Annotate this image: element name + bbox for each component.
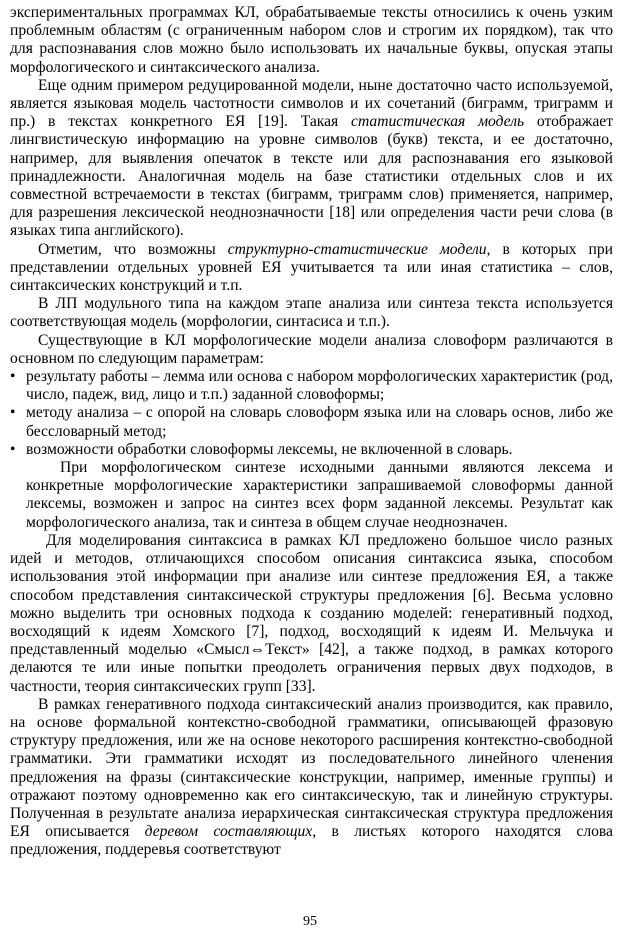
bullet-icon: • — [10, 368, 16, 386]
paragraph-8-part-a: В рамках генеративного подхода синтаксический анализ производится, как правило, на основе формальной контекстно-свободной грамматики, описывающей фразовую структуру предложения, или же на основе некоторого расширения контекстно-свободной грамматики. Эти грамматики исходят из последовательного линейного членения предложения на фразы (синтаксические конструкции, например, именные группы) и отражают поэтому одновременно как его синтаксическую, так и линейную структуры. Полученная в результате анализа иерархическая синтаксическая структура предложения ЕЯ описывается — [10, 695, 613, 841]
list-item — [10, 404, 613, 440]
list-item — [10, 441, 613, 459]
paragraph-3 — [10, 241, 613, 296]
list-item-text: методу анализа – с опорой на словарь словоформ языка или на словарь основ, либо же бессловарный метод; — [26, 404, 613, 440]
paragraph-2-part-b: отображает лингвистическую информацию на уровне символов (букв) текста, и ее достаточно, например, для выявления опечаток в тексте или для распознавания его языковой принадлежности. Аналогичная модель на базе статистики отдельных слов и их совместной встречаемости в текстах (биграмм, триграмм слов) применяется, например, для разрешения лексической неоднозначности [18] или определения части речи слова (в языках типа английского). — [10, 113, 614, 240]
paragraph-3-part-b: , в которых при представлении отдельных уровней ЕЯ учитывается та или иная статистика – слов, синтаксических конструкций и т.п. — [10, 240, 614, 295]
paragraph-8-italic-term: деревом составляющих — [144, 823, 313, 841]
paragraph-2 — [10, 77, 613, 241]
paragraph-5: Существующие в КЛ морфологические модели анализа словоформ различаются в основном по следующим параметрам: — [10, 331, 613, 367]
paragraph-6: При морфологическом синтезе исходными данными являются лексема и конкретные морфологические характеристики запрашиваемой словоформы данной лексемы, возможен и запрос на синтез всех форм заданной лексемы. Результат как морфологического анализа, так и синтеза в общем случае неоднозначен. — [26, 459, 613, 531]
list-item-text: возможности обработки словоформы лексемы, не включенной в словарь. — [26, 440, 513, 458]
bullet-icon: • — [10, 440, 16, 458]
bullet-icon: • — [10, 404, 16, 422]
paragraph-8 — [10, 696, 613, 860]
paragraph-3-italic-term: структурно-статистические модели — [227, 240, 487, 258]
page-number: 95 — [303, 914, 317, 929]
indented-block — [10, 459, 613, 532]
page-body — [10, 4, 613, 860]
paragraph-2-part-a: Еще одним примером редуцированной модели, ныне достаточно часто используемой, является языковая модель частотности символов и их сочетаний (биграмм, триграмм и пр.) в текстах конкретного ЕЯ [19]. Такая — [10, 76, 613, 131]
paragraph-1: экспериментальных программах КЛ, обрабатываемые тексты относились к очень узким проблемным областям (с ограниченным набором слов и строгим их порядком), так что для распознавания слов можно было использовать их начальные буквы, опуская этапы морфологического и синтаксического анализа. — [10, 4, 613, 76]
paragraph-8-part-b: , в листьях которого находятся слова предложения, поддеревья соответствуют — [10, 823, 613, 859]
list-item-text: результату работы – лемма или основа с набором морфологических характеристик (род, число, падеж, вид, лицо и т.п.) заданной словоформы; — [26, 368, 613, 404]
paragraph-7: Для моделирования синтаксиса в рамках КЛ предложено большое число разных идей и методов, отличающихся способом описания синтаксиса языка, способом использования этой информации при анализе или синтезе предложения ЕЯ, а также способом представления синтаксической структуры предложения [6]. Весьма условно можно выделить три основных подхода к созданию моделей: генеративный подход, восходящий к идеям Хомского [7], подход, восходящий к идеям И. Мельчука и представленный моделью «Смысл⇔Текст» [42], а также подход, в рамках которого делаются те или иные попытки преодолеть ограничения первых двух подходов, в частности, теория синтаксических групп [33]. — [10, 531, 613, 695]
paragraph-3-part-a: Отметим, что возможны — [38, 240, 228, 258]
bullet-list — [10, 368, 613, 459]
list-item — [10, 368, 613, 404]
paragraph-2-italic-term: статистическая модель — [351, 113, 525, 131]
paragraph-4: В ЛП модульного типа на каждом этапе анализа или синтеза текста используется соответствующая модель (морфологии, синтасиса и т.п.). — [10, 295, 613, 331]
